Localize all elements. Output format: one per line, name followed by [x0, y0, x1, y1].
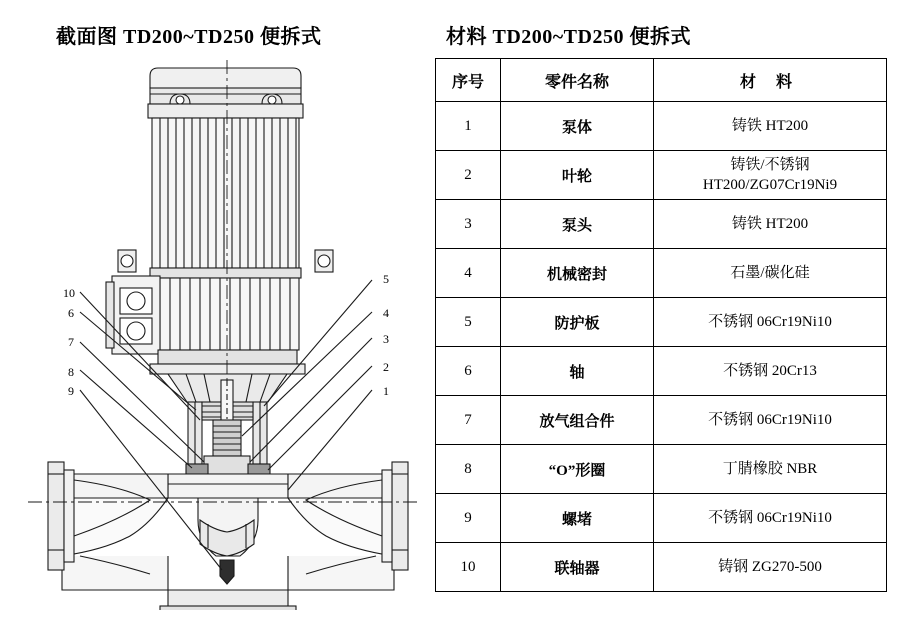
cell-material: 不锈钢 06Cr19Ni10: [654, 494, 887, 543]
cell-no: 9: [436, 494, 501, 543]
cell-material: 石墨/碳化硅: [654, 249, 887, 298]
cell-part: 轴: [501, 347, 654, 396]
callout-7: 7: [68, 335, 74, 349]
table-row: [436, 347, 887, 396]
cell-material: 铸钢 ZG270-500: [654, 543, 887, 592]
table-row: [436, 200, 887, 249]
cell-part: “O”形圈: [501, 445, 654, 494]
cell-no: 7: [436, 396, 501, 445]
cell-material: [654, 151, 887, 200]
cell-part: 机械密封: [501, 249, 654, 298]
cell-no: 6: [436, 347, 501, 396]
cell-part: 泵体: [501, 102, 654, 151]
pump-section-drawing: [0, 50, 430, 610]
table-row: [436, 249, 887, 298]
section-drawing-panel: [0, 0, 430, 622]
header-material: 材 料: [654, 59, 887, 102]
cell-no: 10: [436, 543, 501, 592]
callout-1: 1: [383, 384, 389, 398]
table-header-row: [436, 59, 887, 102]
cell-material: 铸铁 HT200: [654, 102, 887, 151]
callout-6: 6: [68, 306, 74, 320]
callout-3: 3: [383, 332, 389, 346]
cell-part: 联轴器: [501, 543, 654, 592]
cell-no: 2: [436, 151, 501, 200]
callout-9: 9: [68, 384, 74, 398]
cell-no: 5: [436, 298, 501, 347]
cell-material: 丁腈橡胶 NBR: [654, 445, 887, 494]
table-row: [436, 445, 887, 494]
cell-material-line2: HT200/ZG07Cr19Ni9: [702, 177, 838, 193]
cell-part: 放气组合件: [501, 396, 654, 445]
section-drawing-title: 截面图 TD200~TD250 便拆式: [56, 26, 322, 48]
cell-material: 不锈钢 06Cr19Ni10: [654, 396, 887, 445]
table-row: [436, 102, 887, 151]
cell-part: 螺堵: [501, 494, 654, 543]
callout-5: 5: [383, 272, 389, 286]
cell-no: 1: [436, 102, 501, 151]
cell-material: 铸铁 HT200: [654, 200, 887, 249]
cell-material-line1: 铸铁/不锈钢: [730, 156, 810, 173]
cell-material: 不锈钢 20Cr13: [654, 347, 887, 396]
callout-2: 2: [383, 360, 389, 374]
cell-no: 3: [436, 200, 501, 249]
cell-part: 泵头: [501, 200, 654, 249]
table-row: [436, 396, 887, 445]
callout-10: 10: [63, 286, 75, 300]
table-row: [436, 494, 887, 543]
cell-no: 4: [436, 249, 501, 298]
header-no: 序号: [436, 59, 501, 102]
callout-8: 8: [68, 365, 74, 379]
cell-part: 叶轮: [501, 151, 654, 200]
cell-no: 8: [436, 445, 501, 494]
header-part-name: 零件名称: [501, 59, 654, 102]
cell-part: 防护板: [501, 298, 654, 347]
material-table-title: 材料 TD200~TD250 便拆式: [446, 26, 691, 48]
table-row: [436, 151, 887, 200]
table-row: [436, 543, 887, 592]
material-table-panel: [430, 0, 900, 622]
cell-material: 不锈钢 06Cr19Ni10: [654, 298, 887, 347]
table-row: [436, 298, 887, 347]
material-table: [435, 58, 887, 592]
callout-4: 4: [383, 306, 389, 320]
